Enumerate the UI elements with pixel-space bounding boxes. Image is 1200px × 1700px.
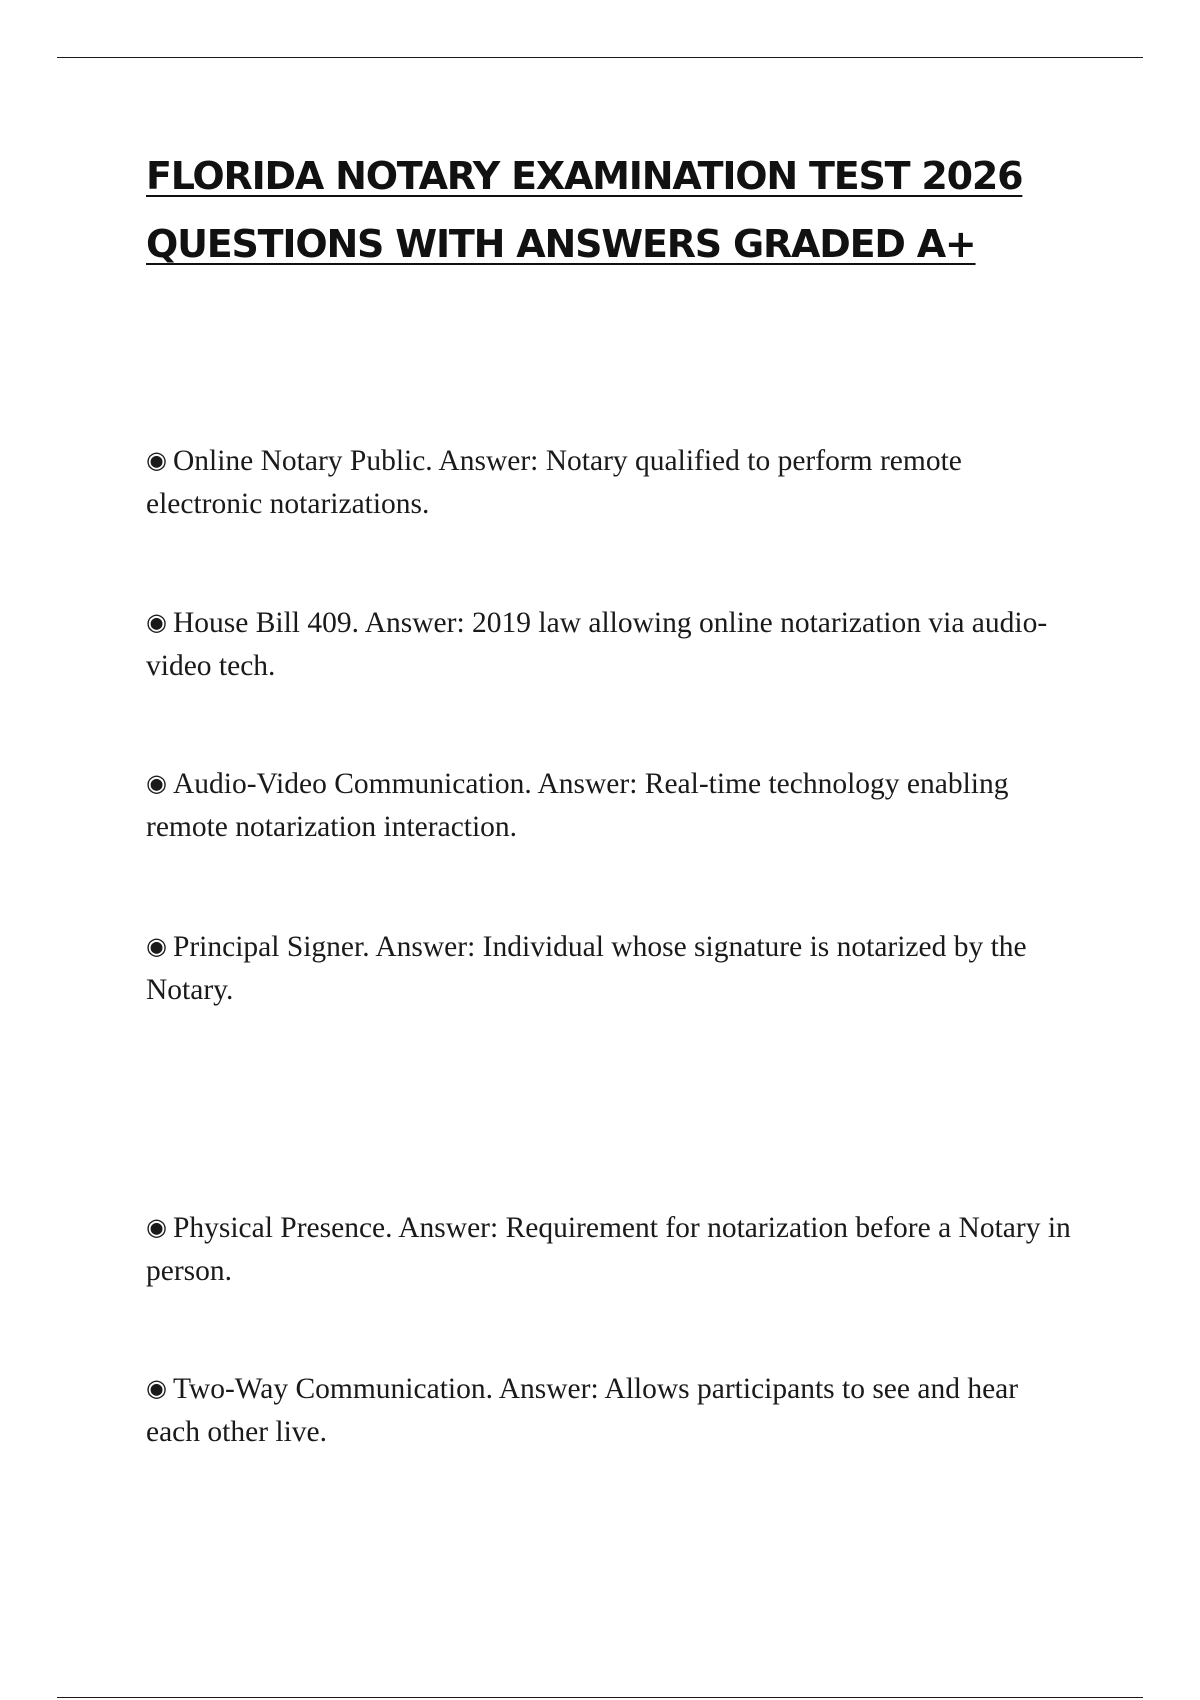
qa-item [146, 1368, 1076, 1453]
qa-text: Principal Signer. Answer: Individual whose signature is notarized by the Notary. [146, 931, 1027, 1006]
bullet-icon: ◉ [146, 608, 167, 636]
qa-text: House Bill 409. Answer: 2019 law allowing online notarization via audio-video tech. [146, 607, 1048, 682]
qa-text: Audio-Video Communication. Answer: Real-time technology enabling remote notarization interaction. [146, 768, 1009, 843]
title-line-1: FLORIDA NOTARY EXAMINATION TEST 2026 [146, 154, 1023, 198]
qa-text: Two-Way Communication. Answer: Allows participants to see and hear each other live. [146, 1373, 1019, 1448]
qa-item [146, 763, 1076, 848]
bullet-icon: ◉ [146, 1374, 167, 1402]
qa-item [146, 926, 1076, 1011]
qa-item [146, 602, 1076, 687]
bullet-icon: ◉ [146, 446, 167, 474]
qa-item [146, 440, 1076, 525]
top-divider [57, 57, 1143, 58]
qa-text: Online Notary Public. Answer: Notary qualified to perform remote electronic notarizations. [146, 445, 962, 520]
qa-text: Physical Presence. Answer: Requirement for notarization before a Notary in person. [146, 1212, 1071, 1287]
qa-item [146, 1207, 1076, 1292]
title-line-2: QUESTIONS WITH ANSWERS GRADED A+ [146, 222, 976, 266]
bottom-divider [57, 1697, 1143, 1698]
bullet-icon: ◉ [146, 1213, 167, 1241]
document-title [146, 142, 1106, 278]
bullet-icon: ◉ [146, 932, 167, 960]
bullet-icon: ◉ [146, 769, 167, 797]
